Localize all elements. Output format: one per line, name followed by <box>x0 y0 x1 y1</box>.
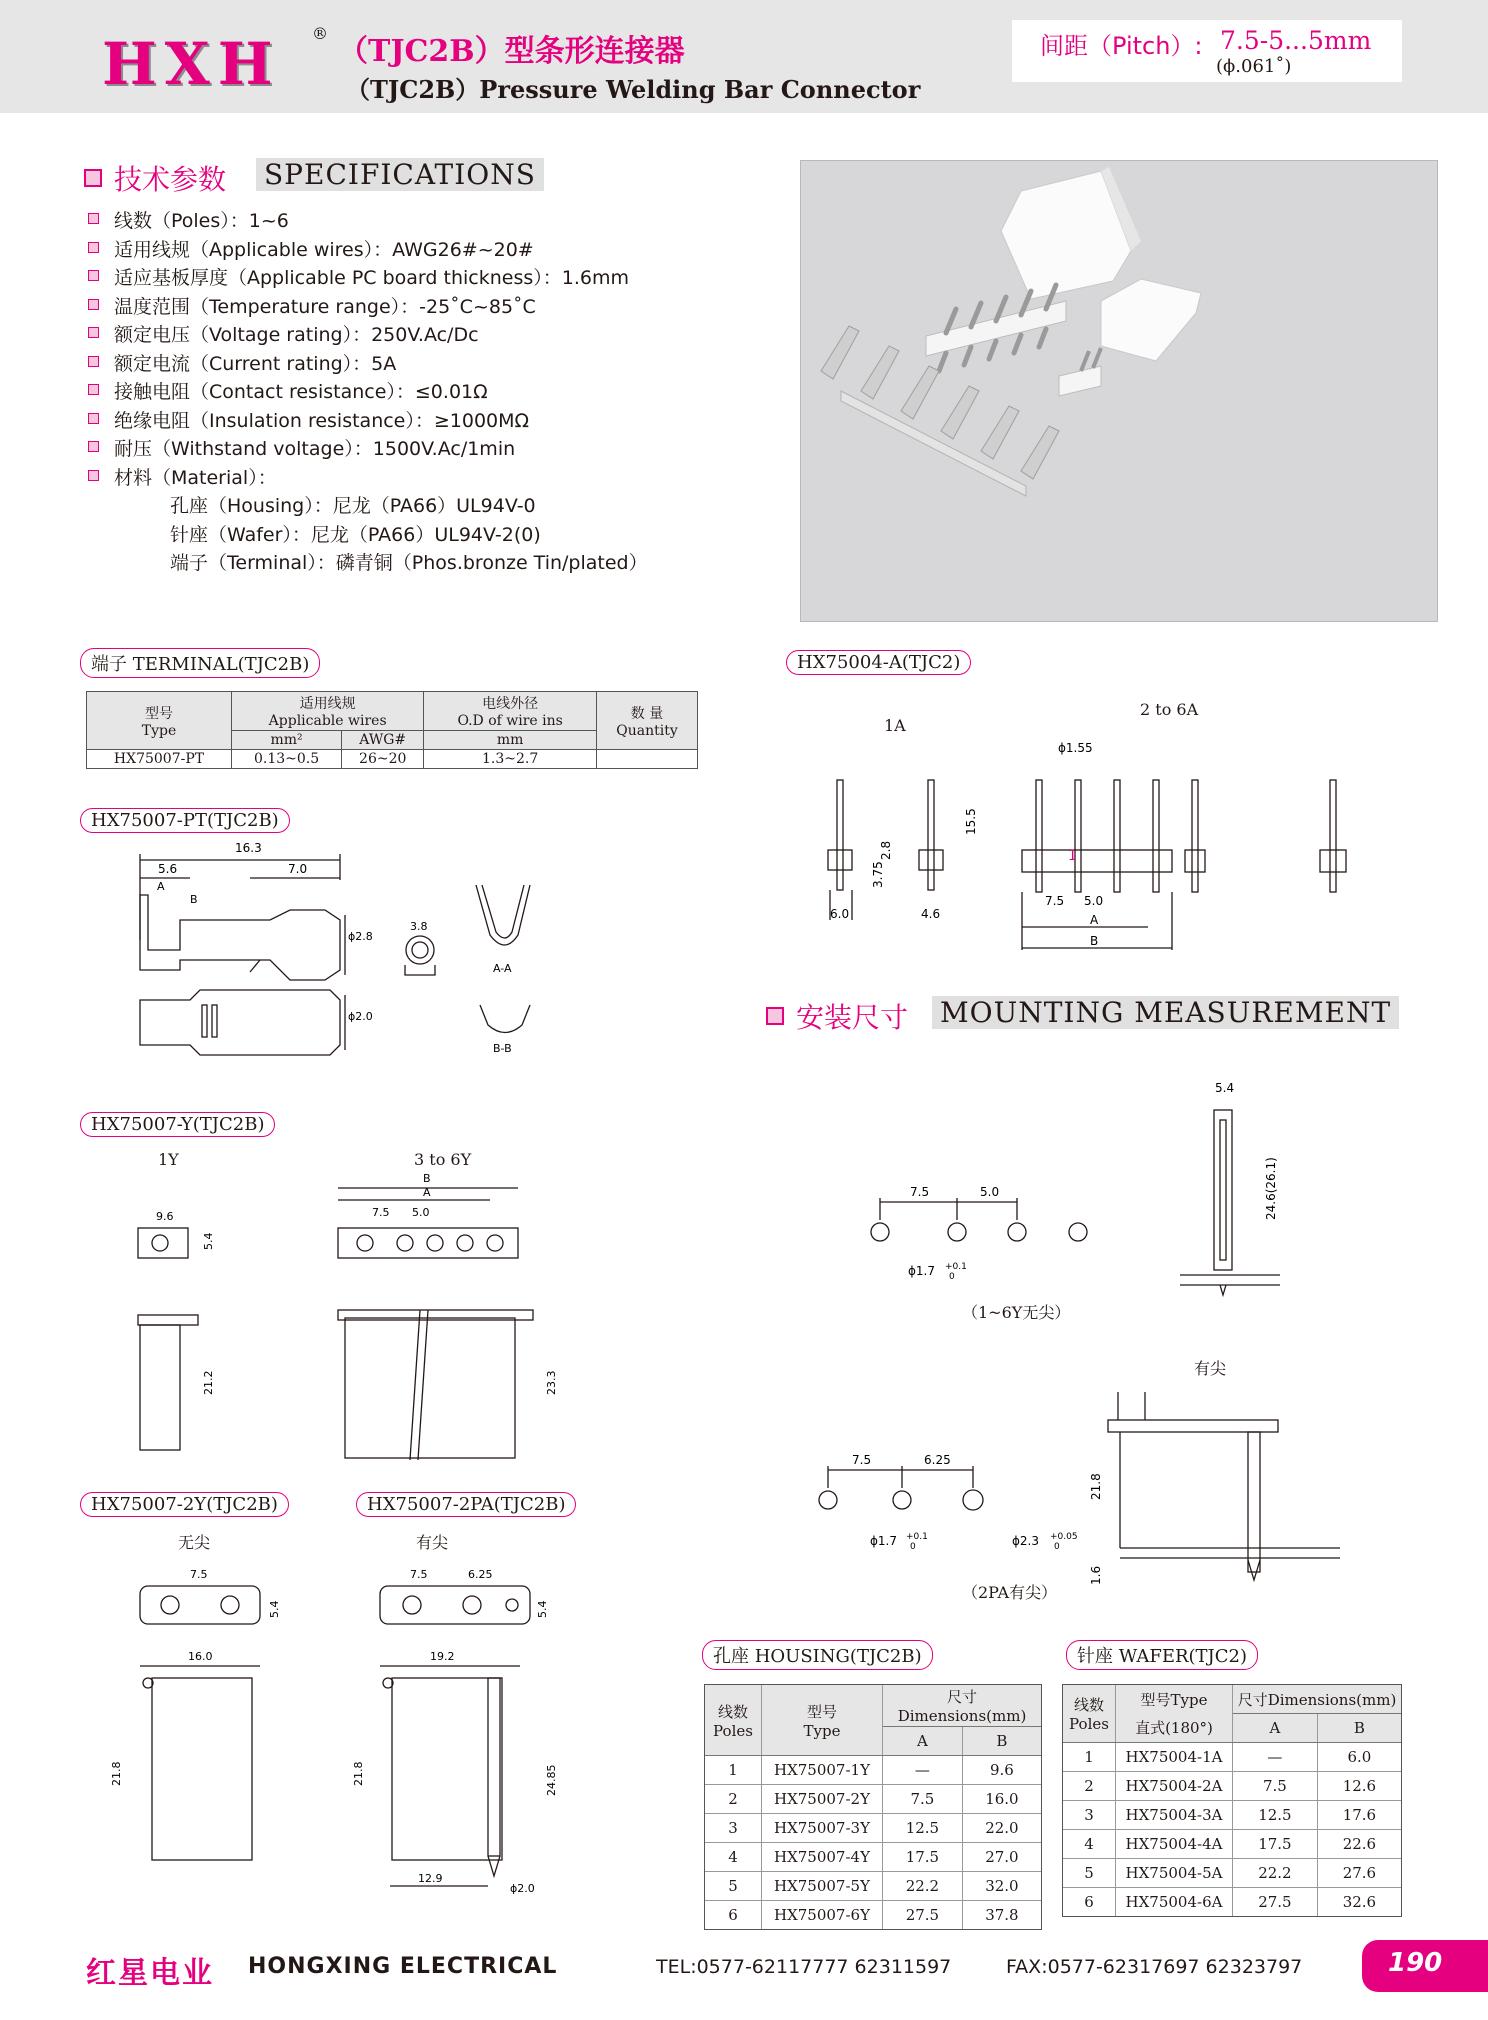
cell-a: 27.5 <box>1233 1888 1318 1917</box>
dim-16-0: 16.0 <box>188 1650 213 1663</box>
spec-voltage: 额定电压（Voltage rating）：250V.Ac/Dc <box>114 324 479 346</box>
cell-poles: 3 <box>705 1814 762 1843</box>
th-awg: AWG# <box>342 731 424 750</box>
dim-24-85: 24.85 <box>545 1764 558 1796</box>
title-english: （TJC2B）Pressure Welding Bar Connector <box>346 75 921 104</box>
spec-wires: 适用线规（Applicable wires）：AWG26#~20# <box>114 238 534 261</box>
y-3to6-caption: 3 to 6Y <box>414 1150 472 1169</box>
th-type-cn: 型号 <box>806 1702 837 1721</box>
dim-4-6: 4.6 <box>921 907 941 921</box>
spec-withstand: 耐压（Withstand voltage）：1500V.Ac/1min <box>114 438 516 460</box>
connector-photo-illustration <box>801 161 1437 621</box>
cell-poles: 4 <box>1063 1830 1116 1859</box>
dim-21-8: 21.8 <box>110 1761 123 1786</box>
registered-mark: ® <box>312 24 328 43</box>
cell-a: 17.5 <box>883 1843 963 1872</box>
material-housing: 孔座（Housing）：尼龙（PA66）UL94V-0 <box>170 495 536 517</box>
dim-3-8: 3.8 <box>410 920 428 933</box>
dim-16-3: 16.3 <box>235 841 262 855</box>
wafer-table <box>1063 1685 1401 1916</box>
spec-board-thickness: 适应基板厚度（Applicable PC board thickness）：1.6mm <box>114 267 629 289</box>
wafer-table-label <box>1066 1640 1258 1670</box>
dim-phi-2-0: ϕ2.0 <box>510 1882 535 1895</box>
cell-a: 22.2 <box>883 1872 963 1901</box>
section-b-b: B-B <box>493 1042 512 1055</box>
cell-poles: 3 <box>1063 1801 1116 1830</box>
cell-poles: 2 <box>705 1785 762 1814</box>
spec-temperature: 温度范围（Temperature range）：-25˚C~85˚C <box>114 295 536 318</box>
footer-company-cn: 红星电业 <box>86 1956 214 1991</box>
spec-item <box>88 235 648 264</box>
dim-5-4: 5.4 <box>1215 1081 1235 1095</box>
cell-b: 17.6 <box>1317 1801 1401 1830</box>
footer-tel: TEL:0577-62117777 62311597 <box>656 1956 952 1978</box>
mounting-b-caption: （2PA有尖） <box>962 1583 1058 1602</box>
cell-type: HX75004-1A <box>1116 1743 1233 1772</box>
dim-phi-1-55: ϕ1.55 <box>1058 741 1093 755</box>
cell-type: HX75007-4Y <box>762 1843 883 1872</box>
dim-a: A <box>1090 913 1099 927</box>
cell-poles: 6 <box>705 1901 762 1930</box>
cell-a: 17.5 <box>1233 1830 1318 1859</box>
cell-type: HX75007-2Y <box>762 1785 883 1814</box>
dim-1-6: 1.6 <box>1089 1565 1103 1585</box>
th-dimensions: 尺寸Dimensions(mm) <box>883 1685 1042 1727</box>
th-poles <box>1063 1685 1116 1743</box>
mounting-no-tip-drawing <box>850 1080 1300 1300</box>
wafer-table-label-text: 针座 WAFER(TJC2) <box>1077 1646 1247 1667</box>
th-poles <box>705 1685 762 1756</box>
spec-contact-resistance: 接触电阻（Contact resistance）：≤0.01Ω <box>114 381 488 403</box>
spec-current: 额定电流（Current rating）：5A <box>114 352 397 375</box>
dim-21-8: 21.8 <box>352 1761 365 1786</box>
y-1y-caption: 1Y <box>158 1150 179 1169</box>
cell-od: 1.3~2.7 <box>424 750 597 769</box>
table-row <box>1063 1888 1401 1917</box>
th-b: B <box>962 1727 1041 1756</box>
spec-item <box>88 406 648 435</box>
cell-a: 7.5 <box>883 1785 963 1814</box>
wafer-table-wrap <box>1062 1684 1402 1917</box>
th-poles-en: Poles <box>1069 1715 1109 1733</box>
cell-type: HX75004-3A <box>1116 1801 1233 1830</box>
dim-21-2: 21.2 <box>202 1370 215 1395</box>
cell-b: 22.0 <box>962 1814 1041 1843</box>
dim-23-3: 23.3 <box>545 1370 558 1395</box>
pitch-inch: (ϕ.061˚) <box>1216 56 1292 77</box>
cell-type: HX75007-PT <box>87 750 232 769</box>
dim-5-4: 5.4 <box>268 1600 281 1618</box>
dim-7-0: 7.0 <box>288 862 308 876</box>
spec-heading-en: SPECIFICATIONS <box>256 158 544 191</box>
pin-1-marker: 1 <box>1068 848 1077 864</box>
cell-poles: 6 <box>1063 1888 1116 1917</box>
th-wires <box>232 692 424 731</box>
dim-19-2: 19.2 <box>430 1650 455 1663</box>
tol-plus: +0.1 <box>906 1532 928 1542</box>
table-row <box>1063 1830 1401 1859</box>
tol-zero: 0 <box>910 1542 916 1552</box>
terminal-label-text: 端子 TERMINAL(TJC2B) <box>91 654 310 675</box>
spec-list <box>88 206 648 577</box>
table-row <box>705 1814 1041 1843</box>
material-wafer: 针座（Wafer）：尼龙（PA66）UL94V-2(0) <box>170 523 541 546</box>
title-chinese: （TJC2B）型条形连接器 <box>338 34 685 69</box>
tol-plus: +0.1 <box>945 1262 967 1272</box>
dim-a: A <box>423 1186 431 1199</box>
dim-5-6: 5.6 <box>158 862 178 876</box>
spec-material: 材料（Material）： <box>114 466 277 489</box>
dim-7-5: 7.5 <box>190 1568 208 1581</box>
th-od-cn: 电线外径 <box>482 696 539 712</box>
cell-type: HX75007-3Y <box>762 1814 883 1843</box>
cell-poles: 4 <box>705 1843 762 1872</box>
th-qty-cn: 数 量 <box>630 705 664 722</box>
brand-logo: HXH <box>102 30 281 98</box>
dim-5-0: 5.0 <box>980 1185 1000 1199</box>
pitch-label: 间距（Pitch）: <box>1040 32 1203 60</box>
th-straight: 直式(180°) <box>1116 1714 1233 1743</box>
footer-fax: FAX:0577-62317697 62323797 <box>1006 1956 1303 1978</box>
section-a: A <box>157 880 165 893</box>
th-poles-en: Poles <box>713 1721 753 1740</box>
dim-6-25: 6.25 <box>468 1568 493 1581</box>
spec-poles: 线数（Poles）：1~6 <box>114 210 289 232</box>
table-row <box>705 1756 1041 1785</box>
dim-7-5: 7.5 <box>410 1568 428 1581</box>
th-type: 型号Type <box>1116 1685 1233 1714</box>
cell-type: HX75004-6A <box>1116 1888 1233 1917</box>
th-wires-cn: 适用线规 <box>299 696 356 712</box>
spec-item <box>88 377 648 406</box>
spec-item <box>88 349 648 378</box>
dim-5-4: 5.4 <box>202 1232 215 1250</box>
table-row <box>1063 1743 1401 1772</box>
dim-6-0: 6.0 <box>830 907 850 921</box>
th-a: A <box>883 1727 963 1756</box>
page-number: 190 <box>1388 1948 1443 1978</box>
dim-b: B <box>1090 934 1099 948</box>
wafer-label <box>786 650 971 675</box>
section-square-icon <box>84 169 102 187</box>
bullet-square-icon <box>88 441 99 452</box>
th-qty-en: Quantity <box>616 722 678 739</box>
footer-company-en: HONGXING ELECTRICAL <box>248 1954 558 1979</box>
cell-b: 12.6 <box>1317 1772 1401 1801</box>
housing-table-wrap <box>704 1684 1042 1930</box>
cell-a: — <box>883 1756 963 1785</box>
dim-phi-2-3: ϕ2.3 <box>1012 1534 1039 1548</box>
tol-zero: 0 <box>949 1272 955 1282</box>
wafer-drawing <box>790 740 1450 960</box>
dim-12-9: 12.9 <box>418 1872 443 1885</box>
bullet-square-icon <box>88 356 99 367</box>
cell-type: HX75004-5A <box>1116 1859 1233 1888</box>
cell-type: HX75007-1Y <box>762 1756 883 1785</box>
th-a: A <box>1233 1714 1318 1743</box>
dim-5-0: 5.0 <box>1084 894 1104 908</box>
housing-label <box>702 1640 933 1670</box>
cell-type: HX75007-5Y <box>762 1872 883 1901</box>
th-poles-cn: 线数 <box>1073 1696 1104 1714</box>
cell-b: 22.6 <box>1317 1830 1401 1859</box>
bullet-square-icon <box>88 413 99 424</box>
dim-7-5: 7.5 <box>910 1185 930 1199</box>
table-row <box>1063 1801 1401 1830</box>
y-label-text: HX75007-Y(TJC2B) <box>91 1114 265 1135</box>
cell-b: 32.6 <box>1342 1893 1377 1911</box>
dim-24-6: 24.6(26.1) <box>1264 1157 1278 1220</box>
housing-label-text: 孔座 HOUSING(TJC2B) <box>713 1646 922 1667</box>
dim-3-75: 3.75 <box>871 861 885 888</box>
y-label <box>80 1112 275 1137</box>
bullet-square-icon <box>88 470 99 481</box>
th-b: B <box>1317 1714 1401 1743</box>
th-type-cn: 型号 <box>145 705 173 722</box>
bullet-square-icon <box>88 213 99 224</box>
spec-item <box>88 206 648 235</box>
dim-phi-2-8: ϕ2.8 <box>348 930 373 943</box>
th-type-en: Type <box>803 1721 841 1740</box>
spec-heading-cn: 技术参数 <box>114 163 227 196</box>
dim-phi-2-0: ϕ2.0 <box>348 1010 373 1023</box>
terminal-table <box>86 691 698 769</box>
cell-mm2: 0.13~0.5 <box>232 750 342 769</box>
pitch-value: 7.5-5...5mm <box>1220 26 1372 55</box>
bullet-square-icon <box>88 242 99 253</box>
cell-a: — <box>1233 1743 1318 1772</box>
dim-6-25: 6.25 <box>924 1453 951 1467</box>
tol-plus-05: +0.05 <box>1050 1532 1078 1542</box>
section-b: B <box>190 893 198 906</box>
spec-insulation: 绝缘电阻（Insulation resistance）：≥1000MΩ <box>114 409 530 432</box>
y2pa-note: 有尖 <box>416 1533 449 1552</box>
th-qty <box>597 692 698 750</box>
y2pa-label-text: HX75007-2PA(TJC2B) <box>367 1494 566 1515</box>
wafer-1a-caption: 1A <box>884 716 906 735</box>
cell-a: 27.5 <box>883 1901 963 1930</box>
th-wires-en: Applicable wires <box>268 713 387 729</box>
dim-15-5: 15.5 <box>964 808 978 835</box>
y2-label <box>80 1492 289 1517</box>
spec-item <box>88 292 648 321</box>
table-row <box>705 1872 1041 1901</box>
th-type <box>87 692 232 750</box>
pt-terminal-drawing <box>120 840 590 1080</box>
th-poles-cn: 线数 <box>717 1702 748 1721</box>
cell-a: 12.5 <box>1233 1801 1318 1830</box>
mounting-with-tip-drawing <box>800 1380 1360 1600</box>
y2-label-text: HX75007-2Y(TJC2B) <box>91 1494 278 1515</box>
spec-item <box>88 320 648 349</box>
th-od <box>424 692 597 731</box>
cell-b: 32.0 <box>962 1872 1041 1901</box>
product-photo <box>800 160 1438 622</box>
table-row <box>705 1901 1041 1930</box>
cell-b: 27.6 <box>1317 1859 1401 1888</box>
cell-poles: 1 <box>705 1756 762 1785</box>
dim-7-5: 7.5 <box>372 1206 390 1219</box>
mounting-b-title: 有尖 <box>1194 1359 1227 1378</box>
dim-phi-1-7: ϕ1.7 <box>908 1264 935 1278</box>
th-dimensions: 尺寸Dimensions(mm) <box>1233 1685 1402 1714</box>
dim-5-4: 5.4 <box>536 1600 549 1618</box>
th-mm: mm <box>424 731 597 750</box>
mounting-heading-cn: 安装尺寸 <box>796 1001 909 1034</box>
mounting-a-caption: （1~6Y无尖） <box>962 1303 1071 1322</box>
cell-poles: 5 <box>705 1872 762 1901</box>
dim-7-5: 7.5 <box>1045 894 1065 908</box>
section-square-icon <box>766 1007 784 1025</box>
table-row <box>87 750 698 769</box>
th-type <box>762 1685 883 1756</box>
housing-table <box>705 1685 1041 1929</box>
bullet-square-icon <box>88 327 99 338</box>
bullet-square-icon <box>88 384 99 395</box>
cell-b: 27.0 <box>962 1843 1041 1872</box>
table-row <box>1063 1772 1401 1801</box>
table-row <box>705 1785 1041 1814</box>
dim-phi-1-7: ϕ1.7 <box>870 1534 897 1548</box>
cell-type: HX75004-2A <box>1116 1772 1233 1801</box>
cell-b: 16.0 <box>962 1785 1041 1814</box>
pt-label <box>80 808 290 833</box>
pt-label-text: HX75007-PT(TJC2B) <box>91 810 279 831</box>
cell-b: 37.8 <box>985 1906 1019 1924</box>
tol-zero: 0 <box>1054 1542 1060 1552</box>
spec-item <box>88 263 648 292</box>
cell-a: 7.5 <box>1233 1772 1318 1801</box>
th-od-en: O.D of wire ins <box>457 713 563 729</box>
table-row <box>705 1843 1041 1872</box>
table-row <box>1063 1859 1401 1888</box>
dim-7-5: 7.5 <box>852 1453 872 1467</box>
cell-a: 12.5 <box>883 1814 963 1843</box>
section-a-a: A-A <box>493 962 512 975</box>
cell-poles: 2 <box>1063 1772 1116 1801</box>
dim-2-8: 2.8 <box>879 840 893 860</box>
y2-y2pa-drawing <box>90 1556 580 1896</box>
cell-b: 9.6 <box>962 1756 1041 1785</box>
y2pa-label <box>356 1492 576 1517</box>
bullet-square-icon <box>88 270 99 281</box>
dim-9-6: 9.6 <box>156 1210 174 1223</box>
y-housing-drawing <box>120 1170 590 1470</box>
spec-item <box>88 434 648 463</box>
dim-b: B <box>423 1172 431 1185</box>
spec-item <box>88 463 648 492</box>
mounting-heading-en: MOUNTING MEASUREMENT <box>932 996 1399 1029</box>
cell-a: 22.2 <box>1233 1859 1318 1888</box>
bullet-square-icon <box>88 299 99 310</box>
cell-b: 6.0 <box>1317 1743 1401 1772</box>
material-terminal: 端子（Terminal）：磷青铜（Phos.bronze Tin/plated） <box>170 552 648 574</box>
dim-5-0: 5.0 <box>412 1206 430 1219</box>
th-mm2: mm² <box>232 731 342 750</box>
cell-poles: 1 <box>1063 1743 1116 1772</box>
cell-awg: 26~20 <box>342 750 424 769</box>
cell-poles: 5 <box>1063 1859 1116 1888</box>
th-type-en: Type <box>141 722 177 739</box>
cell-type: HX75004-4A <box>1116 1830 1233 1859</box>
cell-qty <box>597 750 698 769</box>
wafer-label-text: HX75004-A(TJC2) <box>797 652 961 673</box>
wafer-2to6-caption: 2 to 6A <box>1140 700 1199 719</box>
cell-type: HX75007-6Y <box>762 1901 883 1930</box>
terminal-label <box>80 648 320 678</box>
dim-21-8: 21.8 <box>1089 1473 1103 1500</box>
y2-note: 无尖 <box>178 1533 211 1552</box>
